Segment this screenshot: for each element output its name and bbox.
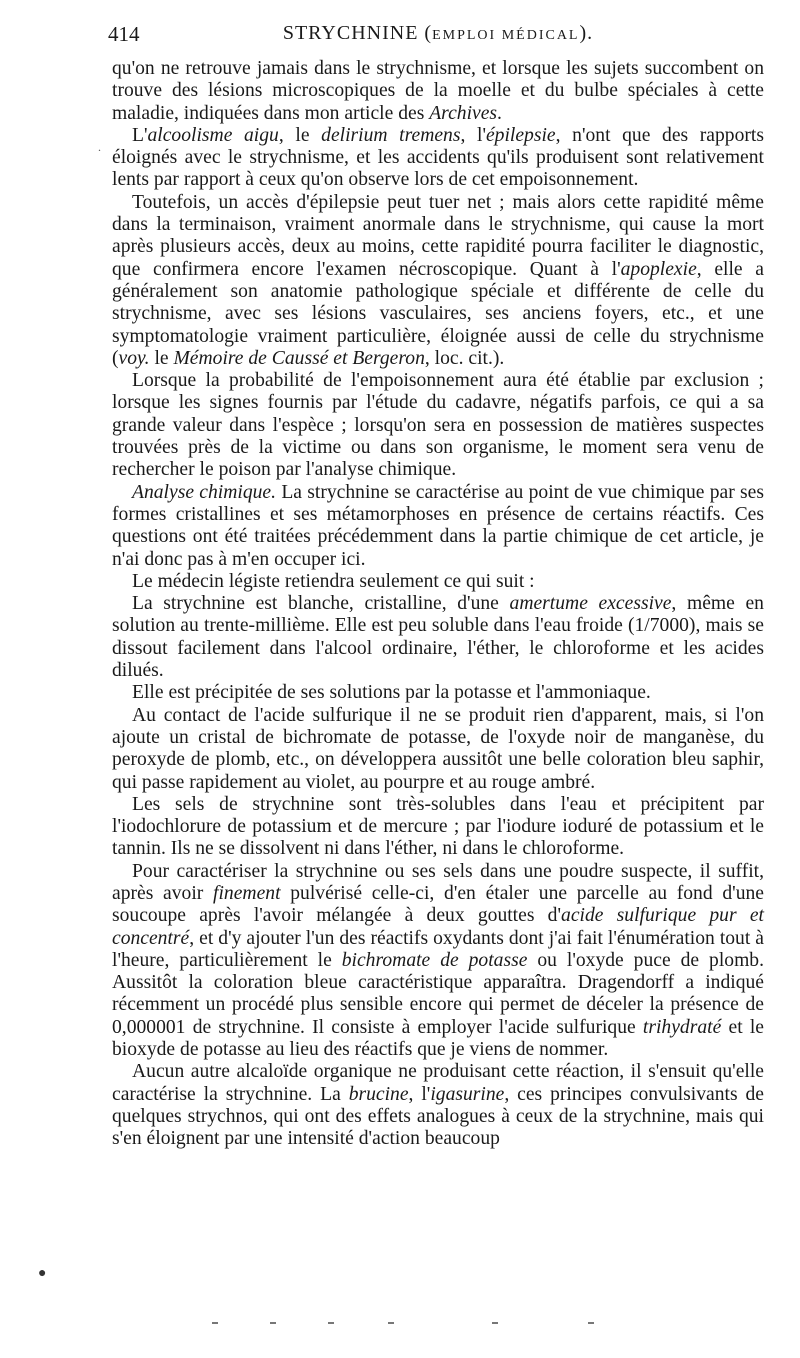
italic-text: Archives bbox=[429, 102, 498, 124]
italic-text: Analyse chimique. bbox=[132, 481, 277, 503]
paragraph bbox=[112, 861, 764, 1062]
text-run: qu'on ne retrouve jamais dans le strychnisme, et lorsque les sujets succombent on trouve des lésions microscopiques de la moelle et du bulbe spéciales à cette maladie, indiquées dans mon article des bbox=[112, 58, 764, 124]
running-head-close: ). bbox=[579, 22, 594, 44]
paragraph bbox=[112, 58, 764, 125]
paragraph bbox=[112, 705, 764, 794]
running-head-subtitle: EMPLOI MÉDICAL bbox=[432, 28, 580, 43]
text-run: Au contact de l'acide sulfurique il ne se produit rien d'apparent, mais, si l'on ajoute un cristal de bichromate de potasse, de l'oxyde noir de manganèse, du peroxyde de plomb, etc., on développera aussitôt une belle coloration bleu saphir, qui passe rapidement au violet, au pourpre et au rouge ambré. bbox=[112, 704, 764, 793]
paragraph bbox=[112, 192, 764, 370]
italic-text: Mémoire de Caussé et Bergeron bbox=[173, 347, 425, 369]
text-run: Les sels de strychnine sont très-solubles dans l'eau et précipitent par l'iodochlorure de potassium et de mercure ; par l'iodure ioduré de potassium et le tannin. Ils ne se dissolvent ni dans l'éther, ni dans le chloroforme. bbox=[112, 793, 764, 860]
italic-text: épilepsie bbox=[485, 124, 556, 146]
text-run: La strychnine se caractérise au point de vue chimique par ses formes cristallines et ses métamorphoses en présence de certains réactifs. Ces questions ont été traitées précédemment dans la partie chimique de cet article, je n'ai donc pas à m'en occuper ici. bbox=[112, 481, 764, 570]
text-run: , ces principes convulsivants de quelques strychnos, qui ont des effets analogues à ceux de la strychnine, mais qui s'en éloignent par une intensité d'action beaucoup bbox=[112, 1083, 764, 1150]
text-run: La strychnine est blanche, cristalline, d'une bbox=[132, 593, 510, 615]
bottom-marks bbox=[120, 1322, 680, 1332]
text-run: Lorsque la probabilité de l'empoisonnement aura été établie par exclusion ; lorsque les signes fournis par l'étude du cadavre, négatifs parfois, ce qui a sa grande valeur dans l'espèce ; lorsqu'on sera en possession de matières suspectes trouvées près de la victime ou dans son organisme, le moment sera venu de rechercher le poison par l'analyse chimique. bbox=[112, 370, 764, 481]
paragraph bbox=[112, 593, 764, 682]
italic-text: acide sulfurique pur et concentré bbox=[112, 905, 764, 949]
italic-text: voy. bbox=[118, 347, 150, 369]
text-run: , l' bbox=[408, 1083, 431, 1105]
text-run: le bbox=[149, 347, 174, 369]
text-run: , le bbox=[278, 124, 322, 146]
text-run: Toutefois, un accès d'épilepsie peut tuer net ; mais alors cette rapidité même dans la terminaison, vraiment anormale dans le strychnisme, qui cause la mort après plusieurs accès, deux au moins, cette rapidité pourra faciliter le diagnostic, que confirmera encore l'examen nécroscopique. Quant à l' bbox=[112, 191, 764, 280]
paragraph bbox=[112, 482, 764, 571]
text-run: , loc. cit.). bbox=[424, 347, 505, 369]
text-run: L' bbox=[132, 124, 148, 146]
text-run: Le médecin légiste retiendra seulement ce qui suit : bbox=[132, 570, 535, 592]
text-run: , n'ont que des rapports éloignés avec le strychnisme, et les accidents qu'ils produisent sont relativement lents par rapport à ceux qu'on observe lors de cet empoisonnement. bbox=[112, 124, 764, 191]
running-head-title: STRYCHNINE bbox=[282, 22, 419, 44]
margin-mark: . bbox=[98, 140, 101, 154]
italic-text: amertume excessive bbox=[509, 593, 672, 615]
paragraph bbox=[112, 571, 764, 593]
text-run: , l' bbox=[460, 124, 486, 146]
text-run: , elle a généralement son anatomie pathologique spéciale et différente de celle du strychnisme, avec ses lésions vasculaires, ses anciens foyers, etc., et une symptomatologie vraiment particulière, éloignée aussi de celle du strychnisme ( bbox=[112, 258, 764, 369]
running-head bbox=[108, 22, 768, 45]
text-run: . bbox=[497, 102, 502, 124]
italic-text: alcoolisme aigu bbox=[147, 124, 279, 146]
italic-text: apoplexie bbox=[620, 258, 697, 280]
paragraph bbox=[112, 370, 764, 481]
italic-text: finement bbox=[213, 882, 281, 904]
page-header bbox=[108, 22, 768, 52]
paragraph bbox=[112, 1061, 764, 1150]
text-run: Pour caractériser la strychnine ou ses sels dans une poudre suspecte, il suffit, après avoir bbox=[112, 860, 764, 904]
margin-bullet-icon: ● bbox=[38, 1266, 47, 1281]
body-text bbox=[112, 58, 764, 1151]
running-head-open: ( bbox=[418, 22, 433, 44]
italic-text: delirium tremens bbox=[321, 124, 461, 146]
paragraph bbox=[112, 794, 764, 861]
text-run: ou l'oxyde puce de plomb. Aussitôt la coloration bleue caractéristique apparaîtra. Dragendorff a indiqué récemment un procédé plus sensible encore qui permet de déceler la présence de 0,000001 de strychnine. Il consiste à employer l'acide sulfurique bbox=[112, 949, 764, 1038]
text-run: pulvérisé celle-ci, d'en étaler une parcelle au fond d'une soucoupe après l'avoir mélangée à deux gouttes d' bbox=[112, 882, 764, 927]
italic-text: bichromate de potasse bbox=[341, 949, 528, 971]
text-run: et le bioxyde de potasse au lieu des réactifs que je viens de nommer. bbox=[112, 1016, 764, 1061]
text-run: Aucun autre alcaloïde organique ne produisant cette réaction, il s'ensuit qu'elle caractérise la strychnine. La bbox=[112, 1061, 764, 1105]
italic-text: igasurine bbox=[430, 1083, 505, 1105]
paragraph bbox=[112, 682, 764, 704]
text-run: , même en solution au trente-millième. Elle est peu soluble dans l'eau froide (1/7000), mais se dissout facilement dans l'alcool ordinaire, l'éther, le chloroforme et les acides dilués. bbox=[112, 593, 764, 682]
text-run: , et d'y ajouter l'un des réactifs oxydants dont j'ai fait l'énumération tout à l'heure, particulièrement le bbox=[112, 927, 764, 971]
paragraph bbox=[112, 125, 764, 192]
italic-text: brucine bbox=[348, 1083, 409, 1105]
text-run: Elle est précipitée de ses solutions par la potasse et l'ammoniaque. bbox=[132, 682, 651, 704]
page-number: 414 bbox=[108, 22, 140, 46]
italic-text: trihydraté bbox=[642, 1016, 722, 1038]
